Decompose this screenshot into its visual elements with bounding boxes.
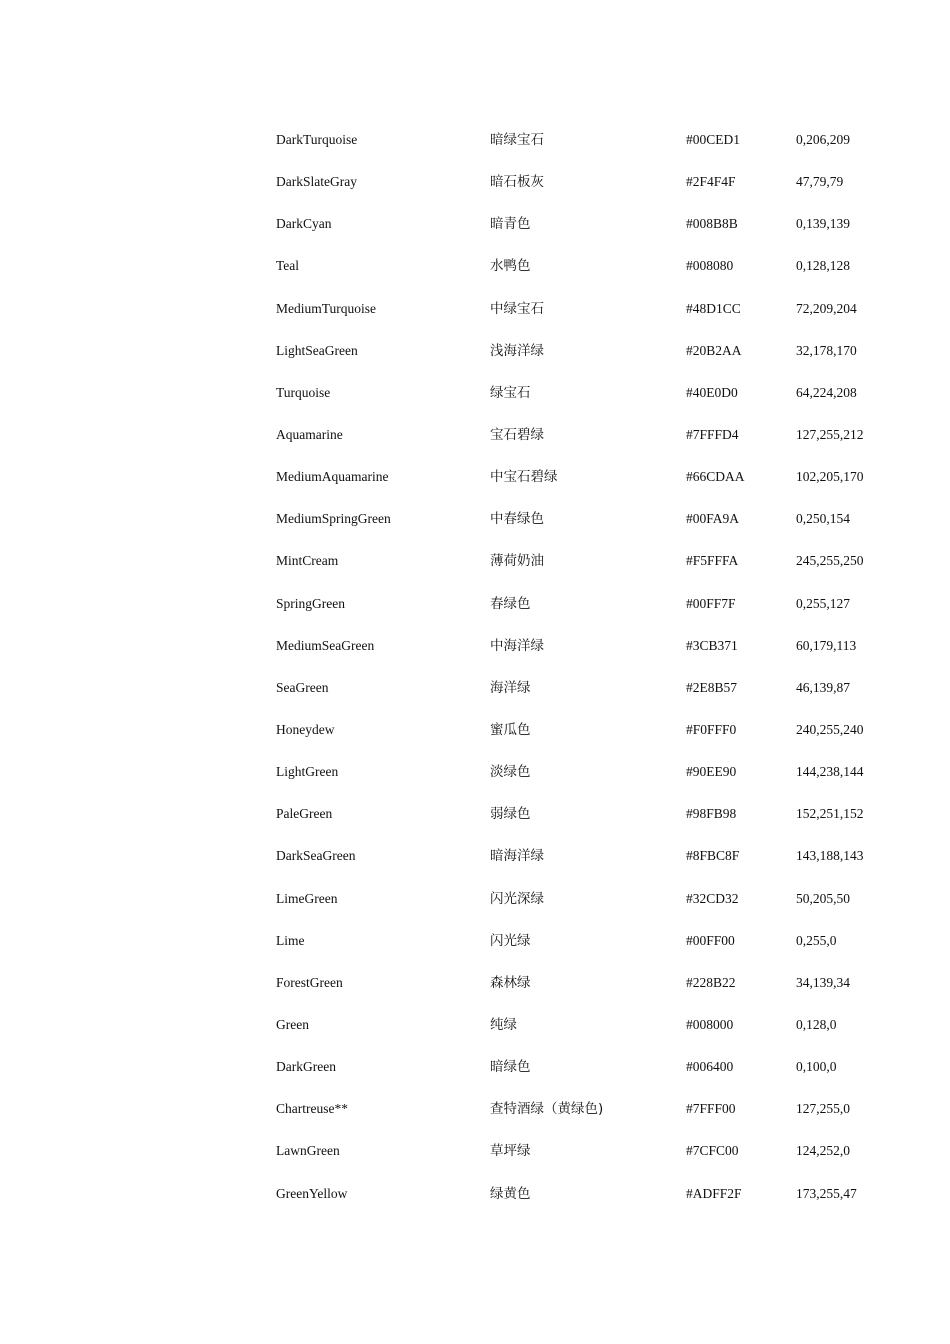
color-hex: #8FBC8F — [686, 848, 740, 864]
color-rgb: 127,255,212 — [796, 426, 864, 442]
color-rgb: 144,238,144 — [796, 764, 864, 780]
color-hex: #008000 — [686, 1016, 734, 1032]
color-name-en: MediumTurquoise — [276, 300, 377, 316]
color-name-zh: 暗青色 — [490, 216, 531, 233]
color-row — [276, 1088, 896, 1130]
color-name-zh: 暗海洋绿 — [490, 848, 544, 865]
color-name-en: MediumSeaGreen — [276, 637, 375, 653]
color-name-zh: 弱绿色 — [490, 806, 531, 823]
color-row — [276, 330, 896, 372]
color-name-en: PaleGreen — [276, 806, 333, 822]
color-rgb: 240,255,240 — [796, 721, 864, 737]
color-name-zh: 中海洋绿 — [490, 637, 544, 654]
color-name-en: LightSeaGreen — [276, 342, 358, 358]
color-row — [276, 161, 896, 203]
color-name-zh: 闪光深绿 — [490, 890, 544, 907]
color-rgb: 143,188,143 — [796, 848, 864, 864]
color-name-zh: 绿宝石 — [490, 384, 531, 401]
color-rgb: 50,205,50 — [796, 890, 850, 906]
color-name-en: DarkGreen — [276, 1059, 336, 1075]
color-rgb: 245,255,250 — [796, 553, 864, 569]
color-hex: #3CB371 — [686, 637, 738, 653]
color-name-en: DarkCyan — [276, 216, 332, 232]
color-name-en: Honeydew — [276, 721, 335, 737]
color-rgb: 0,128,0 — [796, 1016, 837, 1032]
color-rgb: 0,139,139 — [796, 216, 850, 232]
color-rgb: 124,252,0 — [796, 1143, 850, 1159]
color-rgb: 46,139,87 — [796, 679, 850, 695]
color-name-en: LightGreen — [276, 764, 339, 780]
color-name-en: SpringGreen — [276, 595, 345, 611]
color-hex: #90EE90 — [686, 764, 737, 780]
color-row — [276, 540, 896, 582]
color-hex: #F0FFF0 — [686, 721, 737, 737]
color-hex: #7CFC00 — [686, 1143, 739, 1159]
color-name-en: ForestGreen — [276, 974, 343, 990]
color-row — [276, 625, 896, 667]
color-name-zh: 海洋绿 — [490, 679, 531, 696]
color-rgb: 47,79,79 — [796, 174, 844, 190]
color-name-zh: 水鸭色 — [490, 258, 531, 275]
color-table — [276, 119, 896, 1215]
color-name-zh: 暗石板灰 — [490, 174, 544, 191]
color-hex: #00FA9A — [686, 511, 740, 527]
color-row — [276, 245, 896, 287]
color-rgb: 152,251,152 — [796, 806, 864, 822]
color-hex: #20B2AA — [686, 342, 742, 358]
color-hex: #008080 — [686, 258, 734, 274]
color-name-zh: 查特酒绿（黄绿色) — [490, 1101, 604, 1118]
color-name-en: DarkSlateGray — [276, 174, 357, 190]
color-rgb: 72,209,204 — [796, 300, 857, 316]
color-name-en: GreenYellow — [276, 1185, 348, 1201]
color-name-zh: 浅海洋绿 — [490, 342, 544, 359]
color-name-en: MediumAquamarine — [276, 469, 389, 485]
color-hex: #32CD32 — [686, 890, 739, 906]
color-hex: #98FB98 — [686, 806, 737, 822]
color-rgb: 34,139,34 — [796, 974, 850, 990]
color-hex: #F5FFFA — [686, 553, 739, 569]
color-name-en: DarkSeaGreen — [276, 848, 356, 864]
color-name-en: Turquoise — [276, 384, 331, 400]
color-name-en: Teal — [276, 258, 300, 274]
color-name-zh: 中绿宝石 — [490, 300, 544, 317]
color-name-zh: 暗绿宝石 — [490, 132, 544, 148]
color-row — [276, 878, 896, 920]
color-row — [276, 1173, 896, 1215]
color-rgb: 173,255,47 — [796, 1185, 857, 1201]
color-row — [276, 1130, 896, 1172]
color-name-zh: 纯绿 — [490, 1016, 517, 1033]
color-row — [276, 709, 896, 751]
color-name-en: Green — [276, 1016, 309, 1032]
color-hex: #40E0D0 — [686, 384, 738, 400]
color-row — [276, 372, 896, 414]
color-hex: #ADFF2F — [686, 1185, 742, 1201]
color-row — [276, 835, 896, 877]
color-name-en: Chartreuse** — [276, 1101, 348, 1117]
color-row — [276, 498, 896, 540]
color-hex: #7FFFD4 — [686, 426, 739, 442]
color-name-en: Aquamarine — [276, 426, 343, 442]
color-rgb: 127,255,0 — [796, 1101, 850, 1117]
color-hex: #2F4F4F — [686, 174, 736, 190]
color-row — [276, 288, 896, 330]
color-rgb: 0,255,127 — [796, 595, 850, 611]
color-hex: #00CED1 — [686, 132, 740, 147]
color-row — [276, 667, 896, 709]
color-hex: #2E8B57 — [686, 679, 738, 695]
color-row — [276, 119, 896, 161]
color-row — [276, 962, 896, 1004]
color-name-zh: 草坪绿 — [490, 1143, 531, 1160]
color-row — [276, 1004, 896, 1046]
color-hex: #66CDAA — [686, 469, 745, 485]
color-name-zh: 绿黄色 — [490, 1185, 531, 1202]
color-name-zh: 暗绿色 — [490, 1059, 531, 1076]
color-name-zh: 薄荷奶油 — [490, 553, 544, 570]
color-row — [276, 793, 896, 835]
color-rgb: 60,179,113 — [796, 637, 857, 653]
color-row — [276, 583, 896, 625]
color-rgb: 102,205,170 — [796, 469, 864, 485]
color-name-en: SeaGreen — [276, 679, 329, 695]
color-rgb: 0,250,154 — [796, 511, 850, 527]
color-row — [276, 203, 896, 245]
color-hex: #008B8B — [686, 216, 738, 232]
color-row — [276, 1046, 896, 1088]
color-row — [276, 456, 896, 498]
color-name-zh: 淡绿色 — [490, 764, 531, 781]
color-name-en: MintCream — [276, 553, 339, 569]
color-rgb: 0,206,209 — [796, 132, 850, 147]
color-rgb: 0,128,128 — [796, 258, 850, 274]
color-name-zh: 宝石碧绿 — [490, 426, 544, 443]
color-name-zh: 中宝石碧绿 — [490, 469, 558, 486]
color-name-en: DarkTurquoise — [276, 132, 358, 147]
color-name-zh: 中春绿色 — [490, 511, 544, 528]
color-rgb: 0,255,0 — [796, 932, 837, 948]
color-rgb: 0,100,0 — [796, 1059, 837, 1075]
color-name-zh: 蜜瓜色 — [490, 721, 531, 738]
color-hex: #00FF7F — [686, 595, 736, 611]
color-hex: #48D1CC — [686, 300, 741, 316]
color-row — [276, 751, 896, 793]
color-rgb: 32,178,170 — [796, 342, 857, 358]
color-hex: #228B22 — [686, 974, 736, 990]
color-name-en: LawnGreen — [276, 1143, 340, 1159]
color-name-zh: 森林绿 — [490, 974, 531, 991]
color-rgb: 64,224,208 — [796, 384, 857, 400]
color-name-zh: 闪光绿 — [490, 932, 531, 949]
color-row — [276, 414, 896, 456]
color-name-en: Lime — [276, 932, 305, 948]
color-hex: #7FFF00 — [686, 1101, 736, 1117]
color-name-en: MediumSpringGreen — [276, 511, 391, 527]
color-hex: #006400 — [686, 1059, 734, 1075]
color-name-en: LimeGreen — [276, 890, 338, 906]
color-hex: #00FF00 — [686, 932, 735, 948]
color-row — [276, 920, 896, 962]
color-name-zh: 春绿色 — [490, 595, 531, 612]
